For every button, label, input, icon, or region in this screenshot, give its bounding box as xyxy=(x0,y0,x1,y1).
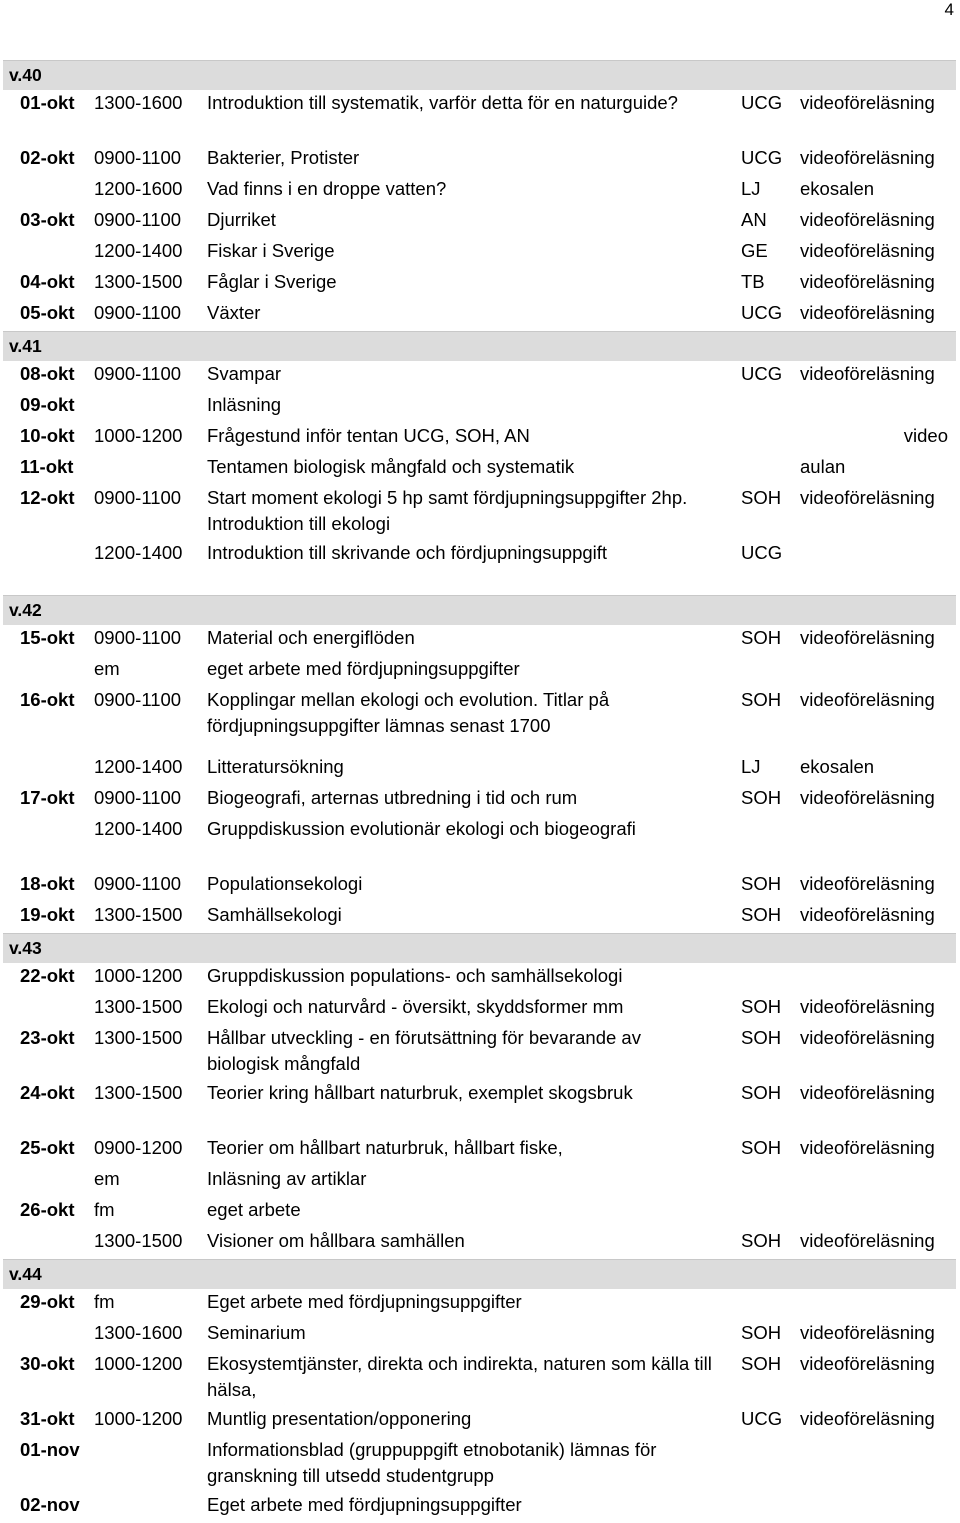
row-location: videoföreläsning xyxy=(800,92,935,113)
row-title: Populationsekologi xyxy=(207,873,363,894)
schedule-row xyxy=(3,1025,956,1080)
row-date: 31-okt xyxy=(20,1408,75,1429)
schedule-row xyxy=(3,1437,956,1492)
row-title: Bakterier, Protister xyxy=(207,147,360,168)
row-time: 1200-1600 xyxy=(94,178,183,199)
row-title: Frågestund inför tentan UCG, SOH, AN xyxy=(207,425,530,446)
row-location: videoföreläsning xyxy=(800,1230,935,1251)
row-time: 0900-1100 xyxy=(94,627,182,648)
row-date: 30-okt xyxy=(20,1353,75,1374)
row-location: videoföreläsning xyxy=(800,271,935,292)
row-time: em xyxy=(94,1168,120,1189)
row-title: Kopplingar mellan ekologi och evolution. Titlar på fördjupningsuppgifter lämnas senast 1700 xyxy=(207,689,610,736)
row-location: aulan xyxy=(800,456,846,477)
row-title: Material och energiflöden xyxy=(207,627,415,648)
schedule-row xyxy=(3,1289,956,1320)
row-time: 0900-1100 xyxy=(94,487,182,508)
schedule-row xyxy=(3,361,956,392)
row-title: Växter xyxy=(207,302,261,323)
row-time: 1200-1400 xyxy=(94,818,183,839)
row-title: Visioner om hållbara samhällen xyxy=(207,1230,465,1251)
row-location: videoföreläsning xyxy=(800,1322,935,1343)
row-date: 24-okt xyxy=(20,1082,75,1103)
week-header: v.41 xyxy=(3,331,956,361)
schedule-row xyxy=(3,145,956,176)
row-location: videoföreläsning xyxy=(800,996,935,1017)
row-date: 11-okt xyxy=(20,456,74,477)
schedule-row xyxy=(3,1228,956,1259)
row-teacher: UCG xyxy=(741,147,783,168)
row-teacher: UCG xyxy=(741,92,783,113)
row-title: Teorier kring hållbart naturbruk, exemplet skogsbruk xyxy=(207,1082,633,1103)
page-number: 4 xyxy=(944,0,954,19)
row-date: 02-okt xyxy=(20,147,75,168)
row-time: 1200-1400 xyxy=(94,240,183,261)
schedule-row xyxy=(3,485,956,540)
schedule-row xyxy=(3,816,956,871)
schedule-row xyxy=(3,423,956,454)
row-time: 0900-1100 xyxy=(94,302,182,323)
row-time: 1200-1400 xyxy=(94,542,183,563)
row-location: videoföreläsning xyxy=(800,1408,935,1429)
row-time: 1000-1200 xyxy=(94,1408,183,1429)
row-date: 18-okt xyxy=(20,873,75,894)
schedule-row xyxy=(3,1135,956,1166)
row-title: Fiskar i Sverige xyxy=(207,240,335,261)
row-time: 0900-1100 xyxy=(94,787,182,808)
row-teacher: SOH xyxy=(741,1027,782,1048)
row-date: 22-okt xyxy=(20,965,75,986)
row-location: videoföreläsning xyxy=(800,873,935,894)
row-teacher: TB xyxy=(741,271,765,292)
schedule-row xyxy=(3,176,956,207)
row-time: em xyxy=(94,658,120,679)
row-title: Eget arbete med fördjupningsuppgifter xyxy=(207,1291,522,1312)
row-title: Seminarium xyxy=(207,1322,306,1343)
row-location: videoföreläsning xyxy=(800,787,935,808)
row-time: 1300-1500 xyxy=(94,1230,183,1251)
row-location: videoföreläsning xyxy=(800,240,935,261)
row-time: fm xyxy=(94,1291,115,1312)
row-date: 01-nov xyxy=(20,1439,80,1460)
row-title: Teorier om hållbart naturbruk, hållbart fiske, xyxy=(207,1137,563,1158)
row-location: videoföreläsning xyxy=(800,1137,935,1158)
schedule-row xyxy=(3,392,956,423)
row-teacher: SOH xyxy=(741,689,782,710)
row-time: 1300-1500 xyxy=(94,271,183,292)
week-header: v.40 xyxy=(3,60,956,90)
week-header: v.44 xyxy=(3,1259,956,1289)
row-teacher: SOH xyxy=(741,1353,782,1374)
schedule-row xyxy=(3,1351,956,1406)
row-date: 15-okt xyxy=(20,627,75,648)
schedule-row xyxy=(3,1166,956,1197)
week-header: v.43 xyxy=(3,933,956,963)
row-title: Muntlig presentation/opponering xyxy=(207,1408,472,1429)
row-location: videoföreläsning xyxy=(800,363,935,384)
row-teacher: SOH xyxy=(741,787,782,808)
row-time: 1300-1600 xyxy=(94,1322,183,1343)
row-time: 1300-1500 xyxy=(94,996,183,1017)
schedule-row xyxy=(3,625,956,656)
row-date: 25-okt xyxy=(20,1137,75,1158)
row-teacher: UCG xyxy=(741,363,783,384)
schedule-row xyxy=(3,656,956,687)
row-teacher: SOH xyxy=(741,873,782,894)
row-title: Eget arbete med fördjupningsuppgifter xyxy=(207,1494,522,1515)
row-time: 0900-1200 xyxy=(94,1137,183,1158)
row-date: 12-okt xyxy=(20,487,75,508)
row-time: 1000-1200 xyxy=(94,965,183,986)
row-date: 29-okt xyxy=(20,1291,75,1312)
row-title: Ekologi och naturvård - översikt, skyddsformer mm xyxy=(207,996,624,1017)
row-title: Inläsning xyxy=(207,394,282,415)
schedule-row xyxy=(3,1197,956,1228)
row-title: Fåglar i Sverige xyxy=(207,271,337,292)
row-location: videoföreläsning xyxy=(800,147,935,168)
row-title: eget arbete xyxy=(207,1199,301,1220)
schedule-row xyxy=(3,963,956,994)
schedule-row xyxy=(3,300,956,331)
row-title: Inläsning av artiklar xyxy=(207,1168,367,1189)
schedule-row xyxy=(3,269,956,300)
row-location: video xyxy=(903,425,948,446)
row-teacher: SOH xyxy=(741,1230,782,1251)
row-time: 1300-1500 xyxy=(94,1082,183,1103)
row-title: Biogeografi, arternas utbredning i tid och rum xyxy=(207,787,578,808)
row-title: Introduktion till skrivande och fördjupningsuppgift xyxy=(207,542,608,563)
row-date: 05-okt xyxy=(20,302,75,323)
row-title: Djurriket xyxy=(207,209,276,230)
schedule-row xyxy=(3,994,956,1025)
row-teacher: UCG xyxy=(741,542,783,563)
row-teacher: LJ xyxy=(741,178,761,199)
row-title: Ekosystemtjänster, direkta och indirekta, naturen som källa till hälsa, xyxy=(207,1353,712,1400)
row-location: ekosalen xyxy=(800,756,875,777)
row-time: 0900-1100 xyxy=(94,363,182,384)
schedule-row xyxy=(3,1492,956,1523)
row-title: Litteratursökning xyxy=(207,756,344,777)
schedule-row xyxy=(3,238,956,269)
row-date: 01-okt xyxy=(20,92,75,113)
row-time: 0900-1100 xyxy=(94,147,182,168)
row-date: 10-okt xyxy=(20,425,75,446)
row-date: 08-okt xyxy=(20,363,75,384)
row-date: 04-okt xyxy=(20,271,75,292)
row-time: 1000-1200 xyxy=(94,425,183,446)
row-date: 26-okt xyxy=(20,1199,75,1220)
row-date: 03-okt xyxy=(20,209,75,230)
row-teacher: SOH xyxy=(741,996,782,1017)
schedule-row xyxy=(3,785,956,816)
row-time: 0900-1100 xyxy=(94,873,182,894)
schedule-row xyxy=(3,1080,956,1135)
row-location: videoföreläsning xyxy=(800,487,935,508)
schedule-row xyxy=(3,902,956,933)
row-date: 09-okt xyxy=(20,394,75,415)
row-title: Samhällsekologi xyxy=(207,904,342,925)
schedule-table xyxy=(3,60,956,1523)
row-title: eget arbete med fördjupningsuppgifter xyxy=(207,658,520,679)
schedule-row xyxy=(3,687,956,754)
row-location: videoföreläsning xyxy=(800,1353,935,1374)
schedule-row xyxy=(3,540,956,595)
row-teacher: SOH xyxy=(741,1082,782,1103)
row-title: Gruppdiskussion evolutionär ekologi och biogeografi xyxy=(207,818,636,839)
week-header: v.42 xyxy=(3,595,956,625)
row-date: 23-okt xyxy=(20,1027,75,1048)
row-time: 0900-1100 xyxy=(94,689,182,710)
row-teacher: AN xyxy=(741,209,767,230)
row-date: 16-okt xyxy=(20,689,75,710)
schedule-row xyxy=(3,1406,956,1437)
row-title: Tentamen biologisk mångfald och systematik xyxy=(207,456,575,477)
row-location: videoföreläsning xyxy=(800,689,935,710)
row-teacher: UCG xyxy=(741,1408,783,1429)
row-teacher: SOH xyxy=(741,1322,782,1343)
schedule-row xyxy=(3,871,956,902)
schedule-row xyxy=(3,90,956,145)
row-date: 02-nov xyxy=(20,1494,80,1515)
row-teacher: SOH xyxy=(741,487,782,508)
row-title: Start moment ekologi 5 hp samt fördjupningsuppgifter 2hp. Introduktion till ekologi xyxy=(207,487,688,534)
row-teacher: SOH xyxy=(741,904,782,925)
row-time: 1000-1200 xyxy=(94,1353,183,1374)
row-location: videoföreläsning xyxy=(800,1082,935,1103)
row-time: 1300-1500 xyxy=(94,904,183,925)
row-title: Vad finns i en droppe vatten? xyxy=(207,178,447,199)
row-location: videoföreläsning xyxy=(800,627,935,648)
row-location: videoföreläsning xyxy=(800,302,935,323)
row-title: Hållbar utveckling - en förutsättning för bevarande av biologisk mångfald xyxy=(207,1027,641,1074)
row-teacher: SOH xyxy=(741,1137,782,1158)
schedule-row xyxy=(3,454,956,485)
row-time: fm xyxy=(94,1199,115,1220)
row-teacher: UCG xyxy=(741,302,783,323)
schedule-row xyxy=(3,754,956,785)
row-time: 0900-1100 xyxy=(94,209,182,230)
row-title: Gruppdiskussion populations- och samhällsekologi xyxy=(207,965,623,986)
row-teacher: SOH xyxy=(741,627,782,648)
row-title: Introduktion till systematik, varför detta för en naturguide? xyxy=(207,92,678,113)
row-location: ekosalen xyxy=(800,178,875,199)
row-date: 17-okt xyxy=(20,787,75,808)
row-teacher: LJ xyxy=(741,756,761,777)
row-teacher: GE xyxy=(741,240,768,261)
row-time: 1300-1500 xyxy=(94,1027,183,1048)
row-title: Informationsblad (gruppuppgift etnobotanik) lämnas för granskning till utsedd studentgrupp xyxy=(207,1439,657,1486)
row-location: videoföreläsning xyxy=(800,209,935,230)
row-date: 19-okt xyxy=(20,904,75,925)
schedule-row xyxy=(3,207,956,238)
row-location: videoföreläsning xyxy=(800,1027,935,1048)
row-time: 1300-1600 xyxy=(94,92,183,113)
row-title: Svampar xyxy=(207,363,282,384)
row-time: 1200-1400 xyxy=(94,756,183,777)
schedule-row xyxy=(3,1320,956,1351)
row-location: videoföreläsning xyxy=(800,904,935,925)
